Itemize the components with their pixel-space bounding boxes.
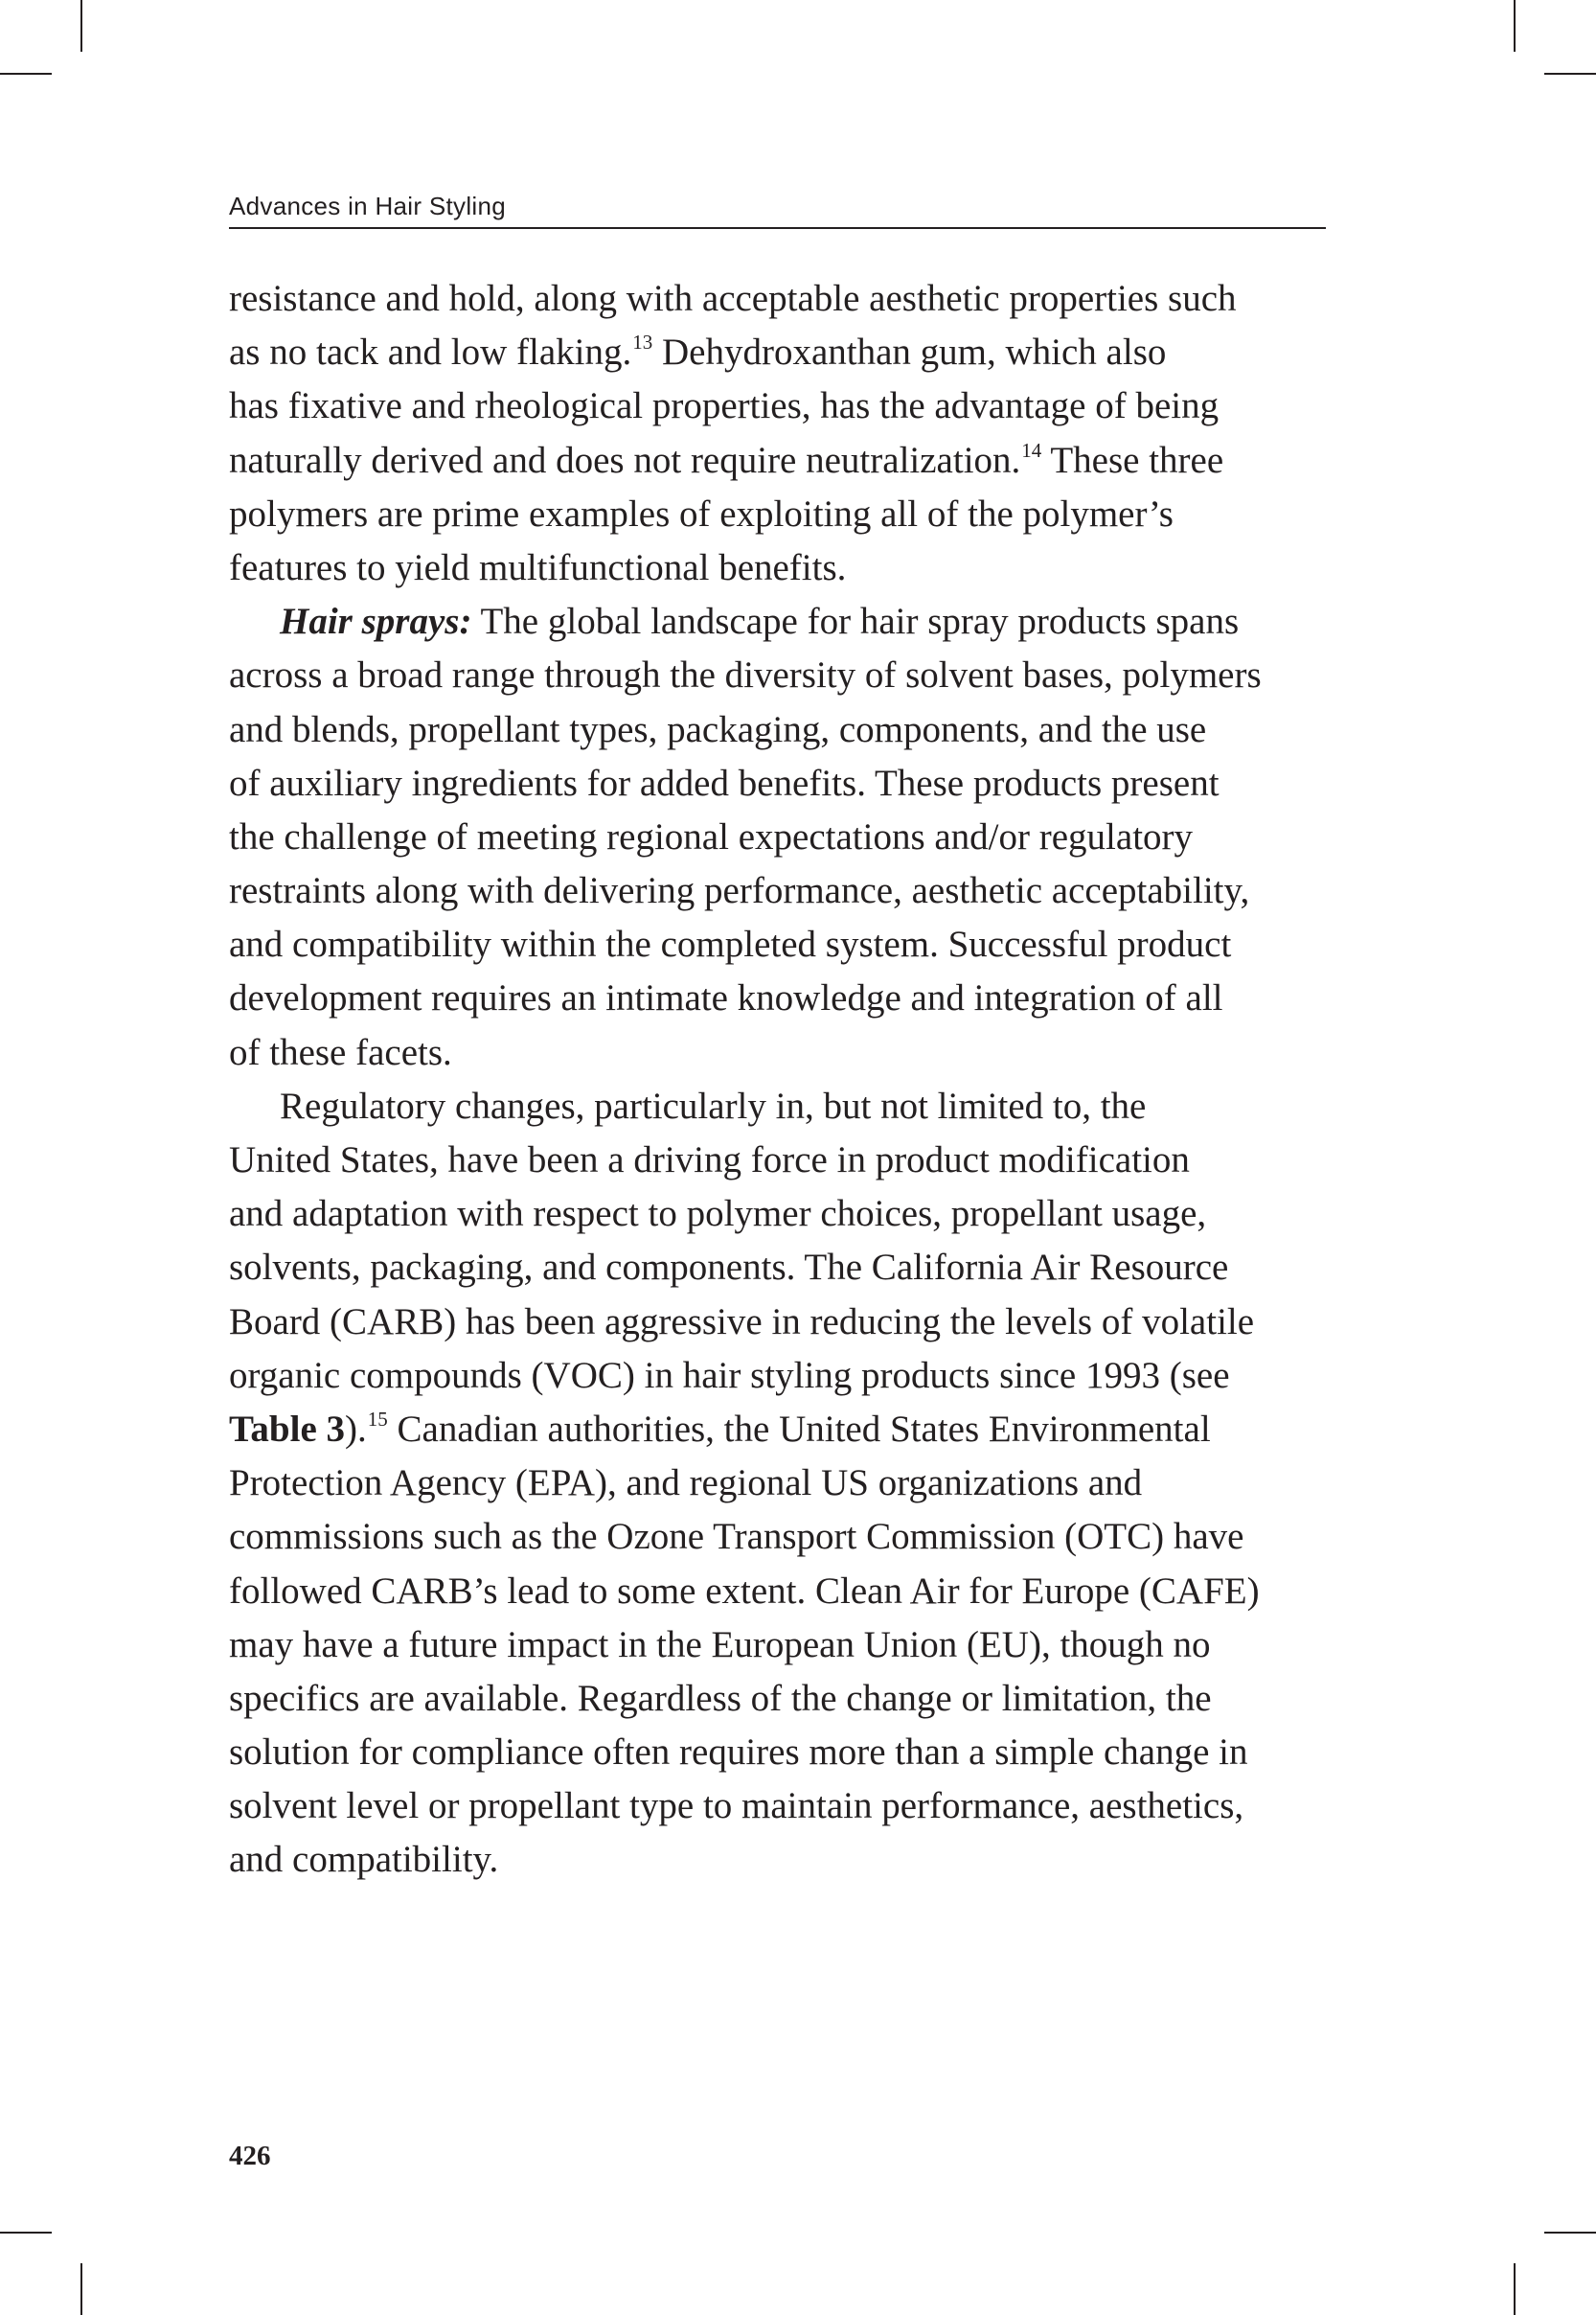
text-line: and adaptation with respect to polymer choices, propellant usage, xyxy=(229,1193,1207,1235)
text-line: features to yield multifunctional benefits. xyxy=(229,546,847,588)
paragraph-start: Regulatory changes, particularly in, but not limited to, the xyxy=(280,1085,1147,1127)
text-line: of these facets. xyxy=(229,1031,452,1073)
text-line: may have a future impact in the European Union (EU), though no xyxy=(229,1623,1211,1665)
paragraph-start: Hair sprays: The global landscape for hair spray products spans xyxy=(280,601,1240,643)
text-line: resistance and hold, along with acceptable aesthetic properties such xyxy=(229,278,1237,319)
text-line: as no tack and low flaking.$^{13}$ Dehydroxanthan gum, which also xyxy=(229,331,1167,374)
page-number: 426 xyxy=(229,2141,271,2171)
text-line: Protection Agency (EPA), and regional US organizations and xyxy=(229,1462,1143,1504)
text-line: polymers are prime examples of exploiting all of the polymer’s xyxy=(229,493,1174,535)
text-line: and compatibility within the completed system. Successful product xyxy=(229,924,1232,966)
text-line: solution for compliance often requires more than a simple change in xyxy=(229,1731,1248,1774)
text-line: commissions such as the Ozone Transport Commission (OTC) have xyxy=(229,1516,1244,1558)
crop-mark-top-left-horizontal xyxy=(0,73,52,75)
table-reference-link[interactable]: Table 3 xyxy=(229,1408,346,1450)
text-line: Board (CARB) has been aggressive in reducing the levels of volatile xyxy=(229,1300,1255,1342)
crop-mark-bottom-right-vertical xyxy=(1514,2263,1516,2315)
text-line: development requires an intimate knowledge and integration of all xyxy=(229,977,1223,1020)
text-line: restraints along with delivering performance, aesthetic acceptability, xyxy=(229,870,1250,912)
text-line: the challenge of meeting regional expectations and/or regulatory xyxy=(229,815,1194,858)
text-line: and compatibility. xyxy=(229,1839,499,1881)
text-line: Table 3).$^{15}$ Canadian authorities, the United States Environmental xyxy=(229,1407,1211,1450)
text-line: United States, have been a driving force in product modification xyxy=(229,1139,1190,1180)
text-line: followed CARB’s lead to some extent. Clean Air for Europe (CAFE) xyxy=(229,1570,1260,1612)
text-line: across a broad range through the diversity of solvent bases, polymers xyxy=(229,654,1262,697)
header-rule xyxy=(229,227,1326,229)
text-line: organic compounds (VOC) in hair styling products since 1993 (see xyxy=(229,1354,1230,1396)
text-line: specifics are available. Regardless of the change or limitation, the xyxy=(229,1677,1212,1719)
crop-mark-top-right-horizontal xyxy=(1544,73,1596,75)
text-line: has fixative and rheological properties, has the advantage of being xyxy=(229,385,1220,427)
footnote-ref[interactable]: 13 xyxy=(632,331,653,355)
crop-mark-top-left-vertical xyxy=(80,0,82,52)
footnote-ref[interactable]: 15 xyxy=(367,1407,388,1431)
text-line: and blends, propellant types, packaging, components, and the use xyxy=(229,708,1207,750)
crop-mark-bottom-left-horizontal xyxy=(0,2232,52,2234)
running-head: Advances in Hair Styling xyxy=(229,192,506,220)
text-line: of auxiliary ingredients for added benefits. These products present xyxy=(229,762,1220,804)
run-in-heading: Hair sprays: xyxy=(280,601,472,643)
crop-mark-bottom-right-horizontal xyxy=(1544,2232,1596,2234)
crop-mark-top-right-vertical xyxy=(1514,0,1516,52)
footnote-ref[interactable]: 14 xyxy=(1021,438,1042,462)
crop-mark-bottom-left-vertical xyxy=(80,2263,82,2315)
body-text xyxy=(229,272,1326,1888)
text-line: solvents, packaging, and components. The California Air Resource xyxy=(229,1247,1229,1289)
text-line: naturally derived and does not require neutralization.$^{14}$ These three xyxy=(229,438,1224,481)
text-line: solvent level or propellant type to maintain performance, aesthetics, xyxy=(229,1785,1244,1827)
